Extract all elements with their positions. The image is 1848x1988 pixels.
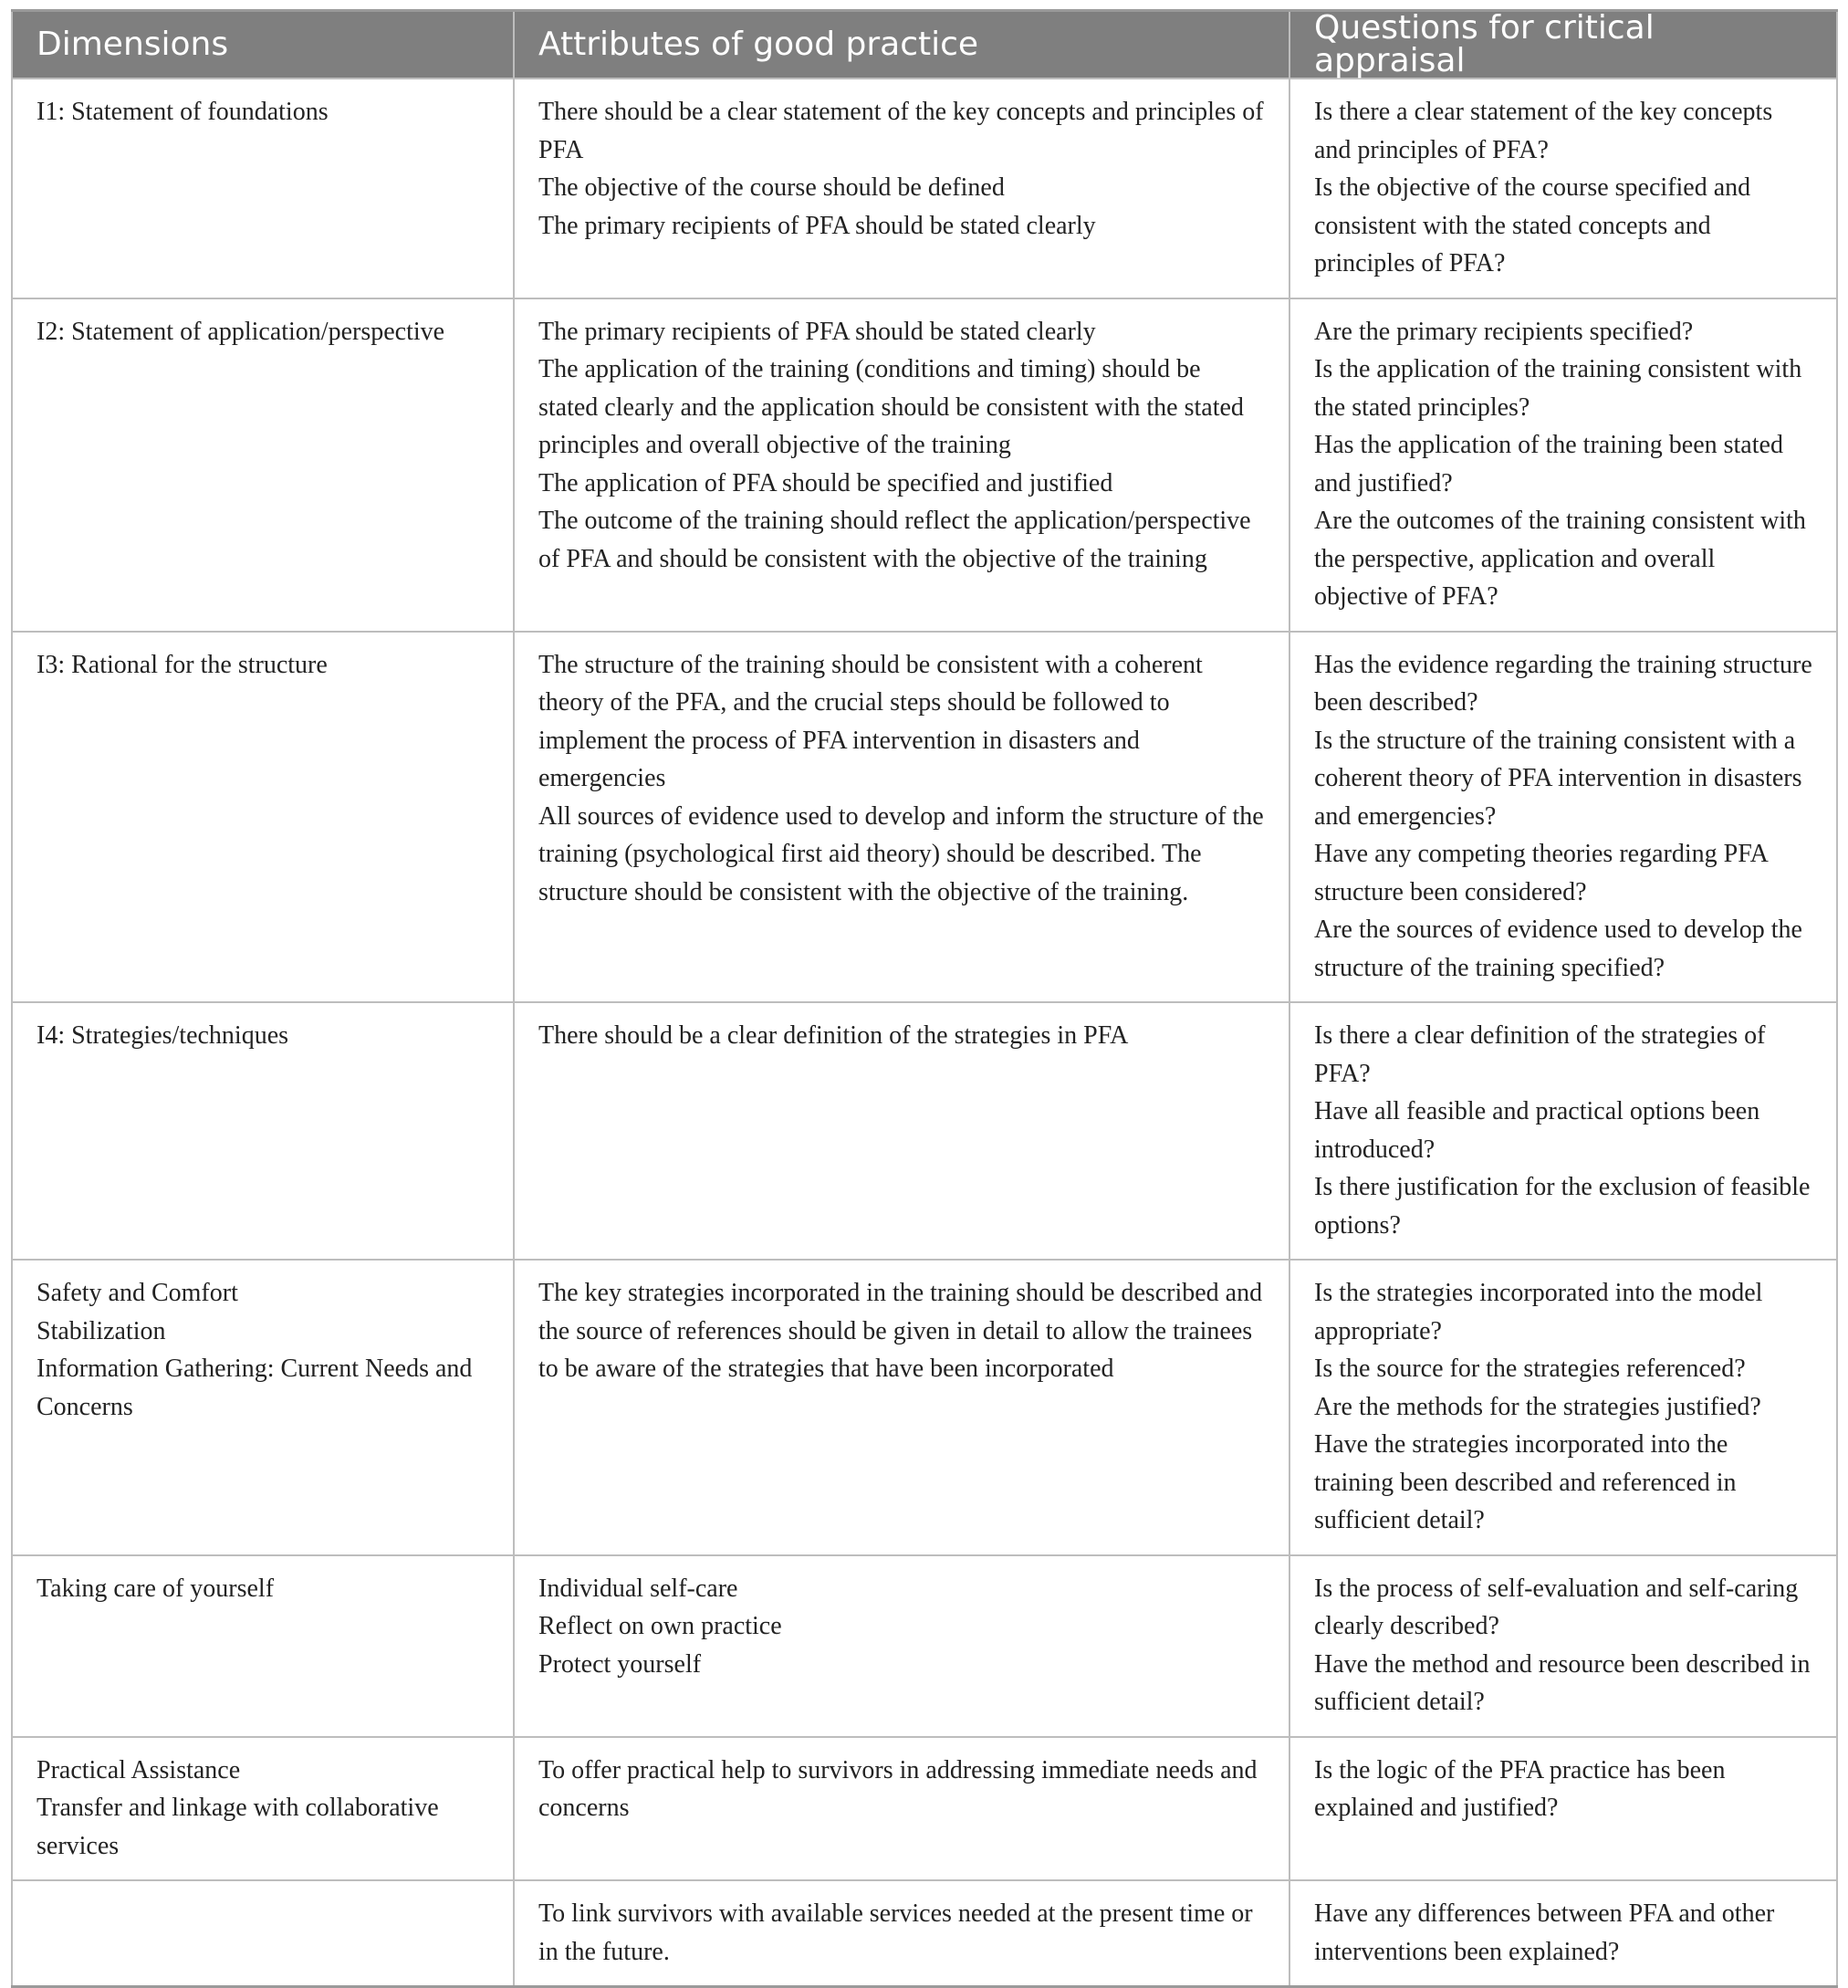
appraisal-table — [11, 9, 1838, 1988]
question-text: Are the sources of evidence used to develop the structure of the training specified? — [1314, 916, 1802, 982]
attribute-text: Protect yourself — [538, 1649, 702, 1679]
dimension-text: I4: Strategies/techniques — [37, 1021, 289, 1050]
attribute-text: The objective of the course should be defined — [538, 173, 1005, 202]
attributes-cell — [514, 632, 1289, 1003]
attribute-text: There should be a clear definition of the strategies in PFA — [538, 1021, 1129, 1050]
question-text: Is the strategies incorporated into the model appropriate? — [1314, 1279, 1763, 1345]
question-text: Are the methods for the strategies justified? — [1314, 1392, 1761, 1421]
question-text: Is the objective of the course specified and consistent with the stated concepts and principles of PFA? — [1314, 173, 1751, 277]
attribute-text: The application of PFA should be specified and justified — [538, 468, 1113, 497]
attribute-text: Reflect on own practice — [538, 1612, 782, 1640]
question-text: Is the application of the training consistent with the stated principles? — [1314, 355, 1802, 422]
dimension-cell — [12, 1555, 514, 1737]
table-row — [12, 78, 1837, 298]
attribute-text: To offer practical help to survivors in addressing immediate needs and concerns — [538, 1755, 1258, 1822]
attribute-text: There should be a clear statement of the key concepts and principles of PFA — [538, 98, 1264, 164]
questions-cell — [1289, 298, 1837, 632]
questions-cell — [1289, 632, 1837, 1003]
dimension-cell — [12, 1260, 514, 1555]
attributes-cell — [514, 1880, 1289, 1987]
attribute-text: To link survivors with available services needed at the present time or in the future. — [538, 1899, 1253, 1966]
table-row — [12, 1002, 1837, 1260]
question-text: Are the outcomes of the training consistent with the perspective, application and overall objective of PFA? — [1314, 507, 1806, 611]
question-text: Is the structure of the training consistent with a coherent theory of PFA intervention in disasters and emergencies? — [1314, 726, 1802, 831]
attribute-text: The application of the training (conditions and timing) should be stated clearly and the application should be consistent with the stated principles and overall objective of the training — [538, 355, 1244, 459]
header-attributes: Attributes of good practice — [514, 11, 1289, 79]
dimension-text: Safety and Comfort — [37, 1279, 238, 1307]
dimension-text: Practical Assistance — [37, 1755, 241, 1784]
attribute-text: The structure of the training should be consistent with a coherent theory of the PFA, and the crucial steps should be followed to implement the process of PFA intervention in disasters and emergencies — [538, 650, 1203, 792]
attributes-cell — [514, 1002, 1289, 1260]
questions-cell — [1289, 1260, 1837, 1555]
questions-cell — [1289, 1002, 1837, 1260]
table-row — [12, 632, 1837, 1003]
questions-cell — [1289, 1555, 1837, 1737]
question-text: Is the source for the strategies referenced? — [1314, 1355, 1746, 1383]
attribute-text: All sources of evidence used to develop and inform the structure of the training (psychological first aid theory) should be described. The structure should be consistent with the objective of the training. — [538, 801, 1264, 906]
question-text: Is the logic of the PFA practice has been explained and justified? — [1314, 1755, 1726, 1822]
appraisal-table-container — [11, 9, 1836, 1988]
attributes-cell — [514, 1737, 1289, 1881]
question-text: Is there justification for the exclusion of feasible options? — [1314, 1173, 1811, 1240]
dimension-cell — [12, 1737, 514, 1881]
question-text: Have all feasible and practical options been introduced? — [1314, 1097, 1760, 1164]
dimension-cell — [12, 1880, 514, 1987]
attribute-text: The primary recipients of PFA should be stated clearly — [538, 317, 1096, 346]
questions-cell — [1289, 1737, 1837, 1881]
table-row — [12, 1737, 1837, 1881]
question-text: Is there a clear statement of the key concepts and principles of PFA? — [1314, 98, 1773, 164]
question-text: Have any differences between PFA and other interventions been explained? — [1314, 1899, 1775, 1966]
attribute-text: The key strategies incorporated in the training should be described and the source of references should be given in detail to allow the trainees to be aware of the strategies that have been incorporated — [538, 1279, 1263, 1383]
dimension-text: Taking care of yourself — [37, 1574, 275, 1603]
table-body — [12, 78, 1837, 1987]
attributes-cell — [514, 1555, 1289, 1737]
question-text: Have the strategies incorporated into the training been described and referenced in sufficient detail? — [1314, 1430, 1737, 1534]
dimension-text: I3: Rational for the structure — [37, 650, 328, 679]
question-text: Have the method and resource been described in sufficient detail? — [1314, 1649, 1811, 1716]
attributes-cell — [514, 298, 1289, 632]
dimension-text: Transfer and linkage with collaborative services — [37, 1794, 439, 1860]
dimension-cell — [12, 78, 514, 298]
table-row — [12, 1260, 1837, 1555]
dimension-text: Stabilization — [37, 1316, 166, 1345]
question-text: Have any competing theories regarding PFA structure been considered? — [1314, 840, 1768, 906]
table-header — [12, 11, 1837, 79]
question-text: Are the primary recipients specified? — [1314, 317, 1694, 346]
attribute-text: Individual self-care — [538, 1574, 738, 1603]
dimension-text: Information Gathering: Current Needs and Concerns — [37, 1355, 473, 1421]
attributes-cell — [514, 1260, 1289, 1555]
table-row — [12, 1555, 1837, 1737]
dimension-text: I2: Statement of application/perspective — [37, 317, 445, 346]
dimension-cell — [12, 632, 514, 1003]
header-questions: Questions for critical appraisal — [1289, 11, 1837, 79]
attribute-text: The outcome of the training should reflect the application/perspective of PFA and should be consistent with the objective of the training — [538, 507, 1251, 573]
table-row — [12, 298, 1837, 632]
questions-cell — [1289, 78, 1837, 298]
attribute-text: The primary recipients of PFA should be stated clearly — [538, 211, 1096, 240]
questions-cell — [1289, 1880, 1837, 1987]
table-row — [12, 1880, 1837, 1987]
question-text: Is there a clear definition of the strategies of PFA? — [1314, 1021, 1766, 1088]
question-text: Is the process of self-evaluation and self-caring clearly described? — [1314, 1574, 1799, 1640]
attributes-cell — [514, 78, 1289, 298]
question-text: Has the evidence regarding the training structure been described? — [1314, 650, 1812, 717]
dimension-cell — [12, 1002, 514, 1260]
header-row — [12, 11, 1837, 79]
dimension-text: I1: Statement of foundations — [37, 98, 329, 126]
question-text: Has the application of the training been stated and justified? — [1314, 431, 1783, 497]
dimension-cell — [12, 298, 514, 632]
header-dimensions: Dimensions — [12, 11, 514, 79]
